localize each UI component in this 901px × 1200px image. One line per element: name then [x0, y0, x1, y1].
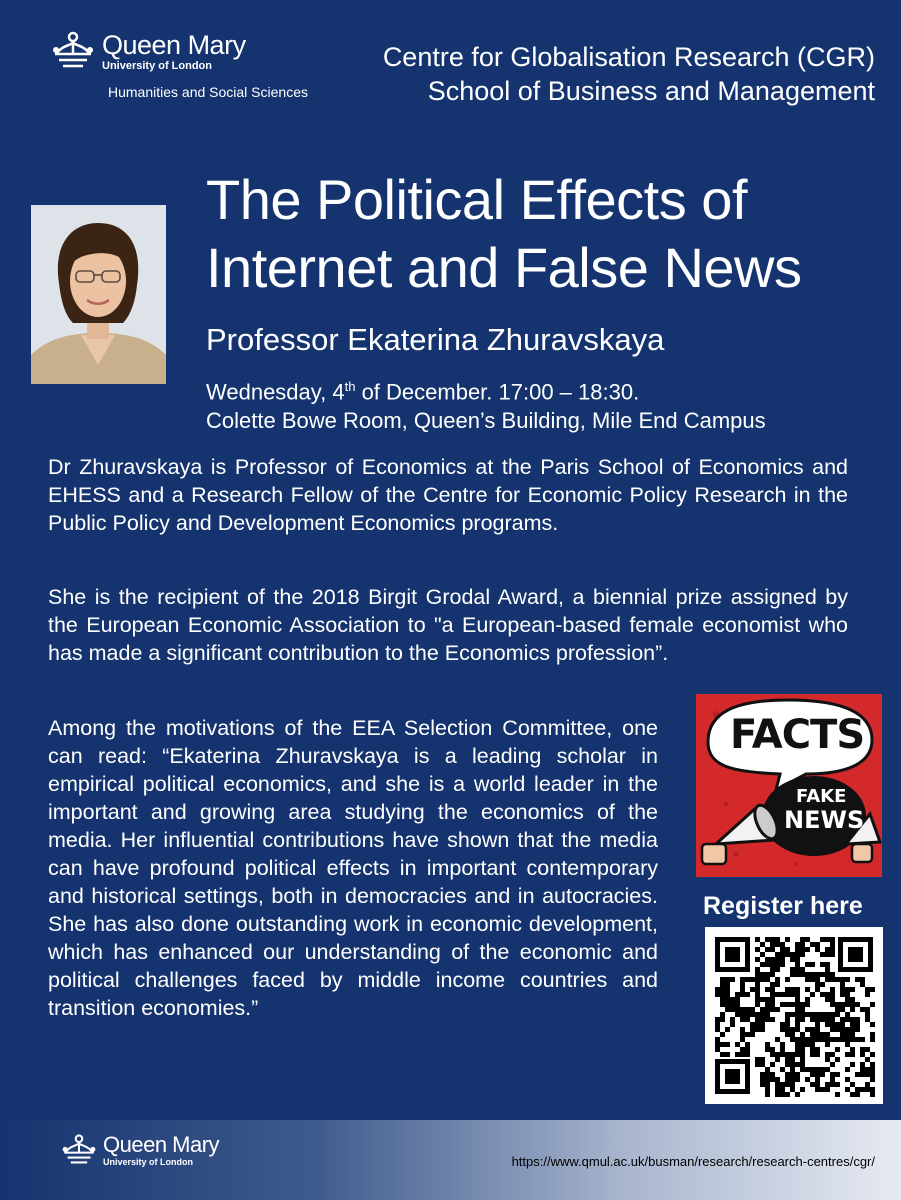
event-details: [206, 372, 766, 435]
title-line-2: Internet and False News: [206, 236, 802, 299]
footer-logo-subtitle: University of London: [103, 1157, 193, 1167]
bio-paragraph-3: Among the motivations of the EEA Selection Committee, one can read: “Ekaterina Zhuravskaya is a leading scholar in empirical political economics, and she is a world leader in the important and growing area studying the economics of the media. Her influential contributions have shown that the media can have profound political effects in important contemporary and historical settings, both in democracies and in autocracies. She has also done outstanding work in economic development, which has enhanced our understanding of the economic and political challenges faced by middle income countries and transition economies.”: [48, 716, 658, 1020]
crown-icon: [50, 30, 96, 74]
title-line-1: The Political Effects of: [206, 168, 747, 231]
qr-code-icon: [705, 927, 883, 1104]
logo-name: Queen Mary: [102, 29, 246, 60]
school-name: School of Business and Management: [427, 76, 875, 106]
date-time: of December. 17:00 – 18:30.: [355, 379, 640, 405]
footer-crown-icon: [60, 1133, 98, 1169]
speaker-name: Professor Ekaterina Zhuravskaya: [206, 322, 665, 357]
faculty-name: Humanities and Social Sciences: [108, 84, 308, 100]
event-location: Colette Bowe Room, Queen’s Building, Mile End Campus: [206, 408, 766, 434]
fake-word: FAKE: [796, 786, 847, 807]
bio-paragraph-2: She is the recipient of the 2018 Birgit Grodal Award, a biennial prize assigned by the European Economic Association to "a European-based female economist who has made a significant contribution to the Economics profession”.: [48, 585, 848, 665]
facts-fake-news-illustration: [696, 694, 882, 877]
queen-mary-logo: [50, 30, 246, 74]
event-datetime: [206, 372, 766, 406]
footer-logo-name: Queen Mary: [103, 1132, 220, 1157]
centre-heading: [383, 40, 875, 108]
bio-paragraph-1: Dr Zhuravskaya is Professor of Economics at the Paris School of Economics and EHESS and a Research Fellow of the Centre for Economic Policy Research in the Public Policy and Development Economics programs.: [48, 455, 848, 535]
date-ordinal: th: [344, 379, 356, 394]
speaker-photo: [31, 205, 166, 384]
facts-word: FACTS: [730, 712, 865, 758]
footer-queen-mary-logo: [60, 1133, 219, 1169]
event-title: [206, 166, 801, 302]
date-weekday: Wednesday, 4: [206, 379, 345, 405]
logo-subtitle: University of London: [102, 59, 212, 72]
centre-name: Centre for Globalisation Research (CGR): [382, 42, 875, 72]
registration-qr-code[interactable]: [705, 927, 883, 1104]
news-word: NEWS: [784, 806, 865, 834]
centre-url-link[interactable]: https://www.qmul.ac.uk/busman/research/research-centres/cgr/: [511, 1154, 875, 1169]
register-label: Register here: [703, 892, 863, 920]
